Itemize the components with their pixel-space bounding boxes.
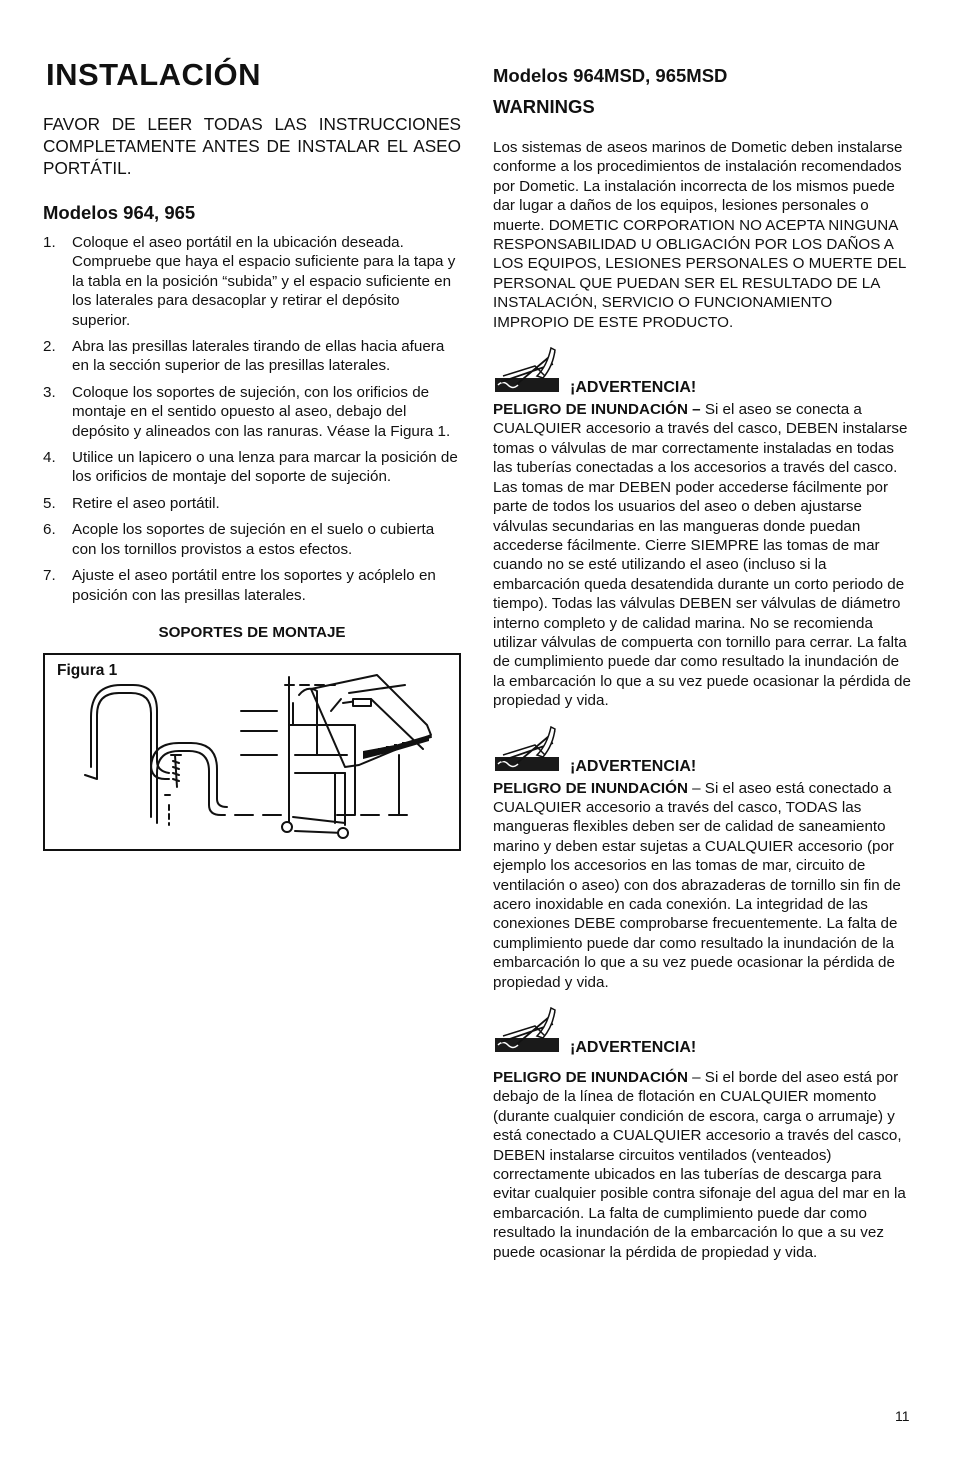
installation-steps [43, 233, 461, 605]
figure-1-box [43, 653, 461, 851]
hazard-label: PELIGRO DE INUNDACIÓN [493, 1069, 688, 1087]
step-item [43, 383, 461, 441]
flooding-hazard-icon [493, 1006, 561, 1054]
step-number: 6. [43, 521, 56, 539]
intro-notice: FAVOR DE LEER TODAS LAS INSTRUCCIONES COMPLETAMENTE ANTES DE INSTALAR EL ASEO PORTÁTIL. [43, 114, 461, 178]
step-number: 2. [43, 338, 56, 356]
step-number: 5. [43, 494, 56, 512]
figure-label: Figura 1 [57, 661, 118, 679]
warning-block-3 [493, 1006, 911, 1262]
warning-body-text: Si el aseo se conecta a CUALQUIER accesorio a través del casco, DEBEN instalarse tomas o válvulas de mar correctamente instaladas en todas las tuberías conectadas a los accesorios a través del casco. Las tomas de mar DEBEN poder accederse fácilmente por parte de todos los usuarios del aseo o deben ajustarse válvulas secundarias en las mangueras donde puedan accederse fácilmente. Cierre SIEMPRE las tomas de mar cuando no se esté utilizando el aseo (incluso si la embarcación queda desatendida durante un corto periodo de tiempo). Todas las válvulas DEBEN ser válvulas de diámetro interno completo y de calidad marina. No se recomienda utilizar válvulas de compuerta con tornillo para cerrar. La falta de cumplimiento puede dar como resultado la inundación de la embarcación lo que a su vez puede ocasionar la pérdida de propiedad y vida. [493, 401, 911, 710]
warning-block-2 [493, 725, 911, 992]
warning-text [493, 779, 911, 992]
step-number: 7. [43, 567, 56, 585]
step-text: Retire el aseo portátil. [72, 494, 220, 512]
step-item [43, 566, 461, 605]
step-item [43, 337, 461, 376]
left-column [43, 55, 461, 851]
step-text: Coloque el aseo portátil en la ubicación deseada. Compruebe que haya el espacio suficiente para la tapa y la tabla en la posición “subida” y el espacio suficiente en los laterales para desacoplar y retirar el depósito superior. [72, 234, 456, 329]
warning-block-1 [493, 346, 911, 711]
flooding-hazard-icon [493, 346, 561, 394]
warning-text [493, 1068, 911, 1262]
step-number: 4. [43, 449, 56, 467]
models-964msd-965msd-heading: Modelos 964MSD, 965MSD [493, 65, 728, 86]
step-text: Acople los soportes de sujeción en el suelo o cubierta con los tornillos provistos a estos efectos. [72, 521, 435, 558]
warnings-intro: Los sistemas de aseos marinos de Dometic deben instalarse conforme a los procedimientos de instalación recomendados por Dometic. La instalación incorrecta de los mismos puede dar lugar a daños de los equipos, lesiones personales o muerte. DOMETIC CORPORATION NO ACEPTA NINGUNA RESPONSABILIDAD U OBLIGACIÓN POR LOS DAÑOS A LOS EQUIPOS, LESIONES PERSONALES O MUERTE DEL PERSONAL QUE PUEDAN SER EL RESULTADO DE LA INSTALACIÓN, SERVICIO O FUNCIONAMIENTO IMPROPIO DE ESTE PRODUCTO. [493, 139, 906, 331]
hazard-label: PELIGRO DE INUNDACIÓN – [493, 401, 701, 419]
figure-caption: SOPORTES DE MONTAJE [158, 623, 346, 641]
warning-title: ¡ADVERTENCIA! [570, 757, 697, 775]
warning-body-text: – Si el borde del aseo está por debajo de la línea de flotación en CUALQUIER momento (durante cualquier condición de escora, carga o arrumaje) y está conectado a CUALQUIER accesorio a través del casco, DEBEN instalarse circuitos ventilados (venteados) correctamente ubicados en las tuberías de descarga para evitar cualquier posible contra sifonaje del agua del mar en la embarcación. La falta de cumplimiento puede dar como resultado la inundación de la embarcación lo que a su vez puede ocasionar la pérdida de propiedad y vida. [493, 1069, 906, 1261]
hazard-label: PELIGRO DE INUNDACIÓN [493, 779, 688, 797]
models-964-965-heading: Modelos 964, 965 [43, 202, 196, 223]
page-number: 11 [895, 1408, 910, 1424]
warning-header [493, 725, 911, 773]
warning-header [493, 346, 911, 397]
step-text: Ajuste el aseo portátil entre los soportes y acóplelo en posición con las presillas laterales. [72, 567, 436, 604]
warning-title: ¡ADVERTENCIA! [570, 1039, 697, 1057]
warnings-heading: WARNINGS [493, 96, 595, 117]
step-item [43, 520, 461, 559]
warning-header [493, 1006, 911, 1057]
step-item [43, 494, 461, 513]
step-text: Abra las presillas laterales tirando de ellas hacia afuera en la sección superior de las presillas laterales. [72, 338, 445, 375]
step-number: 3. [43, 383, 56, 401]
mounting-brackets-illustration [45, 655, 459, 849]
warning-body-text: – Si el aseo está conectado a CUALQUIER accesorio a través del casco, TODAS las mangueras flexibles deben ser de calidad de saneamiento marino y deben estar sujetas a CUALQUIER accesorio (por ejemplo los accesorios en las tomas de mar, circuito de ventilación o aseo) con dos abrazaderas de tornillo sin fin de acero inoxidable en cada conexión. La integridad de las conexiones DEBE comprobarse frecuentemente. La falta de cumplimiento puede dar como resultado la inundación de la embarcación lo que a su vez puede ocasionar la pérdida de propiedad y vida. [493, 779, 901, 991]
step-text: Utilice un lapicero o una lenza para marcar la posición de los orificios de montaje del soporte de sujeción. [72, 449, 458, 486]
step-item [43, 233, 461, 330]
warning-title: ¡ADVERTENCIA! [570, 379, 697, 397]
flooding-hazard-icon [493, 725, 561, 773]
warning-text [493, 400, 911, 711]
page-title: INSTALACIÓN [46, 57, 262, 92]
step-number: 1. [43, 234, 56, 251]
step-item [43, 448, 461, 487]
right-column [493, 60, 911, 1262]
step-text: Coloque los soportes de sujeción, con los orificios de montaje en el sentido opuesto al aseo, debajo del depósito y alineados con las ranuras. Véase la Figura 1. [72, 383, 451, 440]
